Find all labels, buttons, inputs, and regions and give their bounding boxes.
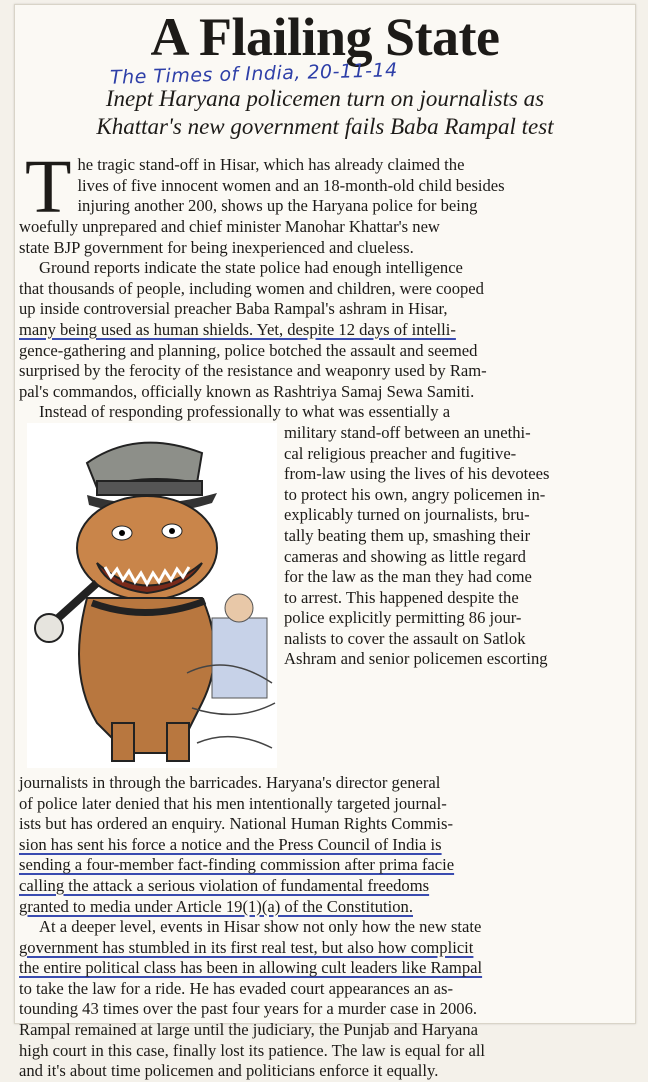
deck: [15, 85, 635, 141]
body-line: lives of five innocent women and an 18-month-old child besides: [77, 175, 505, 195]
body-line: gence-gathering and planning, police botched the assault and seemed: [19, 340, 478, 360]
body-line-underlined: sion has sent his force a notice and the Press Council of India is: [19, 834, 442, 854]
body-line: pal's commandos, officially known as Rashtriya Samaj Sewa Samiti.: [19, 381, 475, 401]
body-line: journalists in through the barricades. Haryana's director general: [19, 772, 441, 792]
body-line: of police later denied that his men intentionally targeted journal-: [19, 793, 447, 813]
body-line: and it's about time policemen and politicians enforce it equally.: [19, 1061, 439, 1081]
body-line-underlined: government has stumbled in its first real test, but also how complicit: [19, 937, 474, 957]
body-line: from-law using the lives of his devotees: [284, 464, 550, 484]
body-line: tally beating them up, smashing their: [284, 525, 531, 545]
body-line: high court in this case, finally lost its patience. The law is equal for all: [19, 1040, 486, 1060]
body-line-underlined: sending a four-member fact-finding commission after prima facie: [19, 855, 455, 875]
body-line: At a deeper level, events in Hisar show not only how the new state: [39, 917, 482, 937]
deck-line: Inept Haryana policemen turn on journalists as: [105, 86, 545, 111]
body-line: he tragic stand-off in Hisar, which has already claimed the: [77, 155, 465, 174]
body-line: surprised by the ferocity of the resistance and weaponry used by Ram-: [19, 361, 487, 381]
paragraph-1: [19, 145, 631, 258]
body-line-underlined: granted to media under Article 19(1)(a) of the Constitution.: [19, 896, 413, 916]
newspaper-clipping: [14, 4, 636, 1081]
body-line-underlined: calling the attack a serious violation of fundamental freedoms: [19, 875, 430, 895]
body-line: cameras and showing as little regard: [284, 546, 526, 566]
body-line: police explicitly permitting 86 jour-: [284, 608, 522, 628]
paragraph-3: [19, 402, 631, 917]
body-line: woefully unprepared and chief minister Manohar Khattar's new: [19, 217, 440, 236]
body-line-underlined: the entire political class has been in allowing cult leaders like Rampal: [19, 958, 483, 978]
drop-cap: T: [25, 145, 72, 229]
body-line: nalists to cover the assault on Satlok: [284, 628, 526, 648]
body-line: to arrest. This happened despite the: [284, 587, 519, 607]
body-line: tounding 43 times over the past four years for a murder case in 2006.: [19, 999, 478, 1019]
text-beside-cartoon: [284, 423, 631, 670]
body-line: that thousands of people, including women and children, were cooped: [19, 278, 484, 298]
body-line: state BJP government for being inexperienced and clueless.: [19, 237, 414, 257]
police-dog-cartoon: [27, 423, 277, 768]
handwritten-source-note: The Times of India, 20-11-14: [109, 59, 398, 89]
body-line: injuring another 200, shows up the Haryana police for being: [77, 196, 478, 216]
body-line: Instead of responding professionally to what was essentially a: [39, 402, 451, 422]
body-line: cal religious preacher and fugitive-: [284, 443, 517, 463]
deck-line: Khattar's new government fails Baba Rampal test: [96, 114, 554, 139]
body-line: Ashram and senior policemen escorting: [284, 649, 548, 669]
body-line: military stand-off between an unethi-: [284, 422, 531, 442]
headline: A Flailing State: [150, 7, 500, 67]
body-line: ists but has ordered an enquiry. National Human Rights Commis-: [19, 814, 453, 834]
body-line: explicably turned on journalists, bru-: [284, 505, 530, 525]
paragraph-2: [19, 258, 631, 402]
body-line: Ground reports indicate the state police had enough intelligence: [39, 258, 463, 278]
body-line: up inside controversial preacher Baba Rampal's ashram in Hisar,: [19, 299, 448, 319]
body-line: Rampal remained at large until the judiciary, the Punjab and Haryana: [19, 1020, 478, 1040]
body-line-underlined: many being used as human shields. Yet, despite 12 days of intelli-: [19, 319, 456, 339]
body-line: to protect his own, angry policemen in-: [284, 484, 546, 504]
article-body: [19, 145, 631, 1082]
body-line: for the law as the man they had come: [284, 567, 532, 587]
body-line: to take the law for a ride. He has evaded court appearances an as-: [19, 978, 453, 998]
paragraph-4: [19, 917, 631, 1082]
